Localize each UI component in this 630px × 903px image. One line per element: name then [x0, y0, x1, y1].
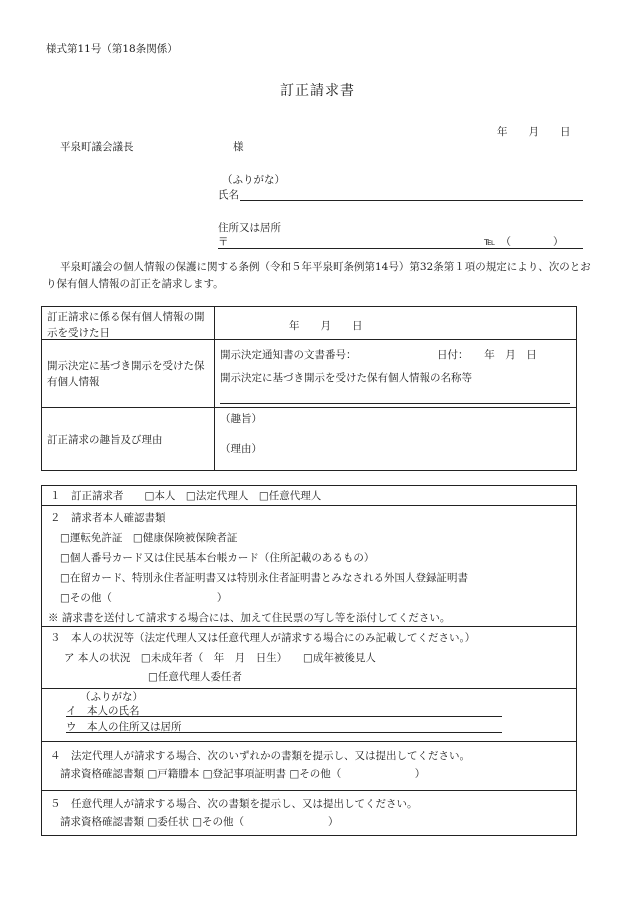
table1-divider: [214, 306, 215, 471]
reason-label: （理由）: [220, 443, 262, 455]
postal-mark: 〒: [218, 236, 229, 248]
principal-status-heading: ３ 本人の状況等（法定代理人又は任意代理人が請求する場合にのみ記載してください。）: [50, 632, 476, 644]
principal-address-field[interactable]: [66, 719, 502, 733]
legal-agent-documents[interactable]: 請求資格確認書類 □戸籍謄本 □登記事項証明書 □その他（ ）: [60, 768, 426, 780]
principal-status-option-voluntary[interactable]: □任意代理人委任者: [148, 671, 242, 683]
notice-date-label: 日付： 年 月 日: [437, 349, 537, 361]
intro-text: [46, 259, 591, 293]
disclosed-info-name-field[interactable]: [220, 390, 570, 404]
principal-name-field[interactable]: [66, 703, 502, 717]
name-label: 氏名: [218, 189, 239, 201]
honorific: 様: [233, 141, 244, 153]
id-documents-note: ※ 請求書を送付して請求する場合には、加えて住民票の写し等を添付してください。: [48, 612, 451, 624]
notice-number-label: 開示決定通知書の文書番号：: [220, 349, 357, 361]
principal-address-label: ウ 本人の住所又は居所: [66, 721, 182, 733]
voluntary-agent-heading: ５ 任意代理人が請求する場合、次の書類を提示し、又は提出してください。: [50, 798, 418, 810]
id-document-option[interactable]: □その他（ ）: [60, 592, 228, 604]
id-documents-heading: ２ 請求者本人確認書類: [50, 512, 166, 524]
page-title: 訂正請求書: [280, 83, 355, 99]
address-label: 住所又は居所: [218, 222, 281, 234]
table2-line-2: [41, 626, 577, 627]
date-line: 年 月 日: [497, 126, 571, 138]
intro-text-content: 平泉町議会の個人情報の保護に関する条例（令和５年平泉町条例第14号）第32条第１項の規定により、次のとおり保有個人情報の訂正を請求します。: [46, 261, 591, 290]
voluntary-agent-documents[interactable]: 請求資格確認書類 □委任状 □その他（ ）: [60, 816, 339, 828]
disclosure-date-label: 訂正請求に係る保有個人情報の開示を受けた日: [47, 311, 205, 339]
table2-line-1: [41, 505, 577, 506]
principal-furigana-label: （ふりがな）: [80, 691, 143, 703]
purpose-reason-label: 訂正請求の趣旨及び理由: [47, 434, 163, 446]
principal-status-options[interactable]: ア 本人の状況 □未成年者（ 年 月 日生） □成年被後見人: [64, 652, 376, 664]
legal-agent-heading: ４ 法定代理人が請求する場合、次のいずれかの書類を提示し、又は提出してください。: [50, 750, 470, 762]
id-document-option[interactable]: □運転免許証 □健康保険被保険者証: [60, 532, 238, 544]
id-document-option[interactable]: □個人番号カード又は住民基本台帳カード（住所記載のあるもの）: [60, 552, 375, 564]
disclosed-info-name-label: 開示決定に基づき開示を受けた保有個人情報の名称等: [220, 372, 472, 384]
addressee: 平泉町議会議長: [60, 141, 134, 153]
disclosure-date-value[interactable]: 年 月 日: [289, 320, 363, 332]
table1-row-line-2: [41, 407, 577, 408]
purpose-label: （趣旨）: [220, 413, 262, 425]
tel-label: ℡ （ ）: [484, 236, 564, 248]
disclosed-info-label: 開示決定に基づき開示を受けた保有個人情報: [47, 360, 205, 388]
address-field[interactable]: [218, 235, 583, 249]
principal-name-label: イ 本人の氏名: [66, 705, 140, 717]
form-number: 様式第11号（第18条関係）: [46, 43, 178, 55]
name-field[interactable]: [240, 186, 583, 201]
table2-line-4: [41, 741, 577, 742]
id-document-option[interactable]: □在留カード、特別永住者証明書又は特別永住者証明書とみなされる外国人登録証明書: [60, 572, 468, 584]
furigana-label: （ふりがな）: [222, 174, 285, 186]
table2-line-5: [41, 790, 577, 791]
requester-type[interactable]: １ 訂正請求者 □本人 □法定代理人 □任意代理人: [50, 490, 322, 502]
